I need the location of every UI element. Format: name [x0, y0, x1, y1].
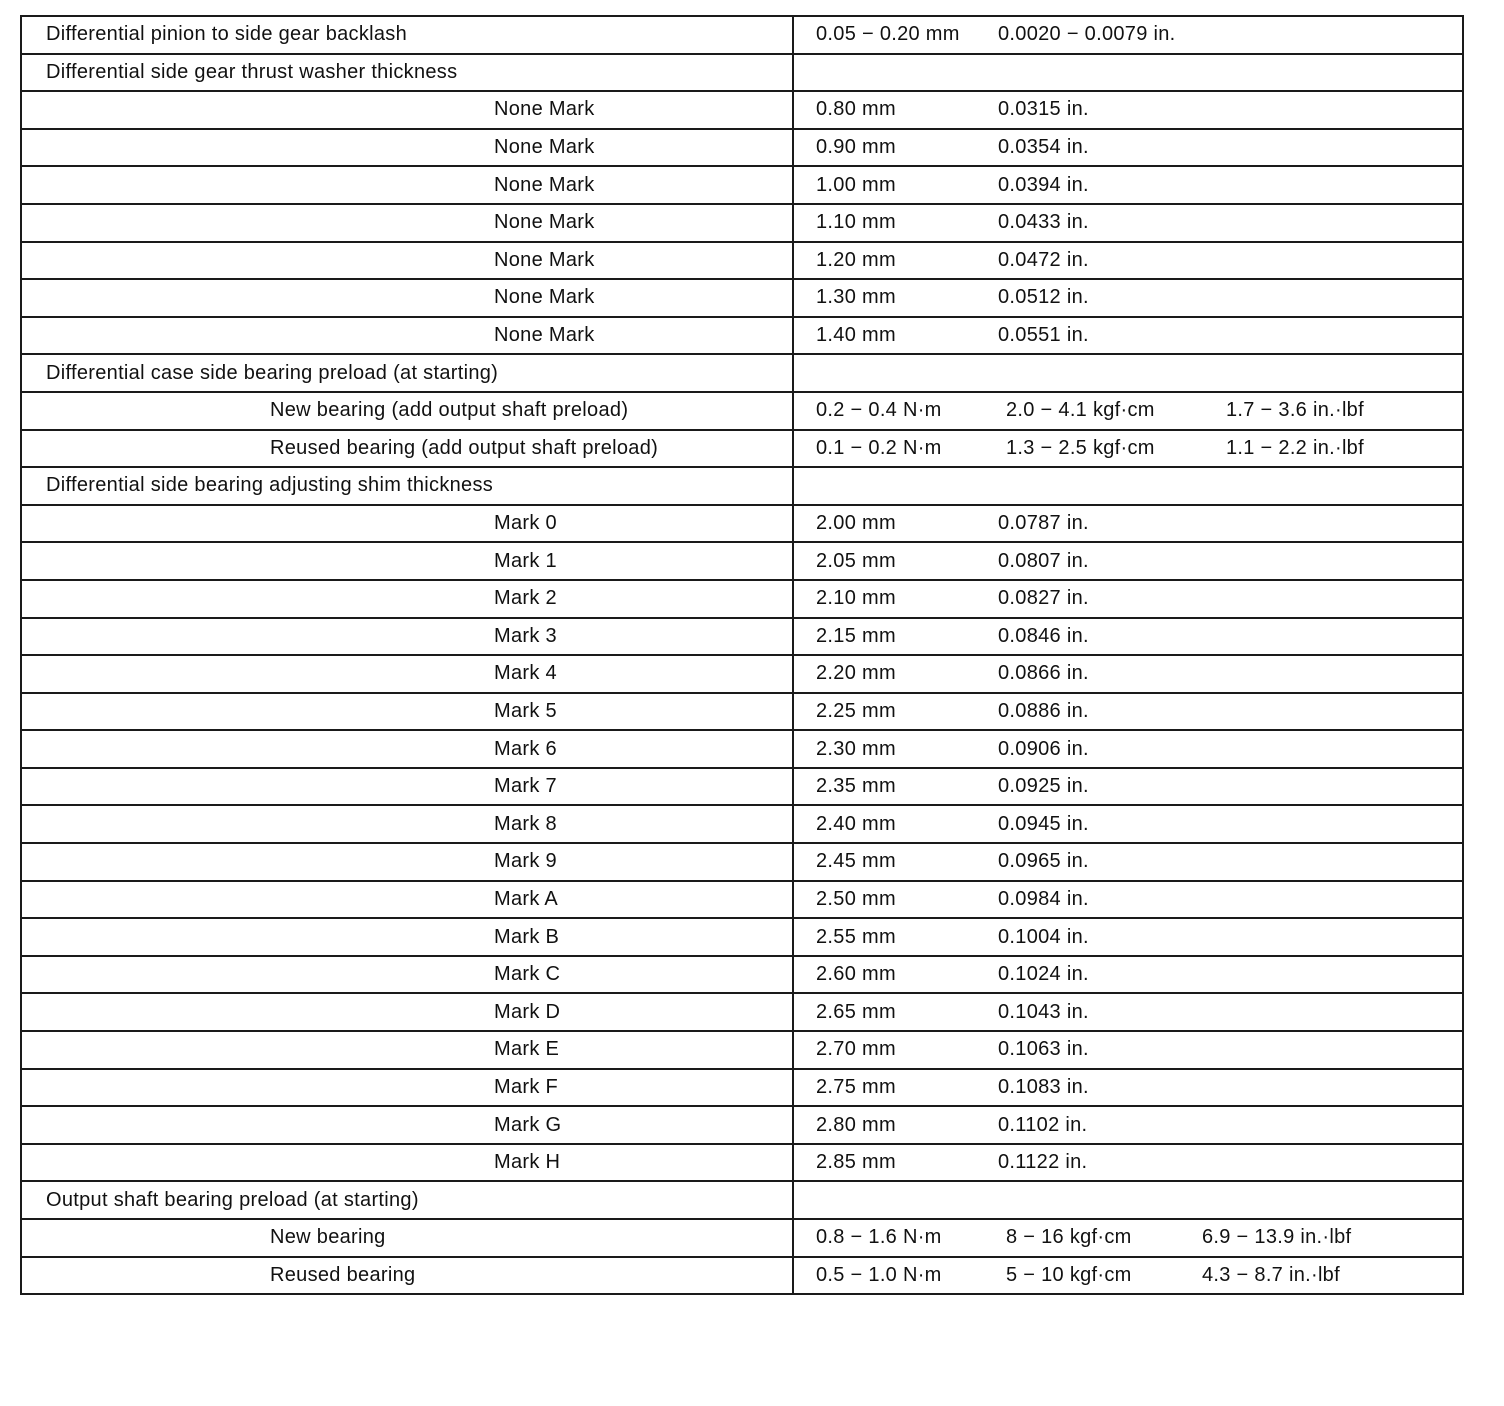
- spec-section-header-row: [21, 354, 1463, 392]
- spec-row: [21, 1106, 1463, 1144]
- item-label: Mark 8: [21, 805, 793, 843]
- value-metric: 2.70 mm: [816, 1038, 896, 1061]
- value-imperial: 0.0433 in.: [998, 211, 1089, 234]
- spec-value-cell: [793, 1219, 1463, 1257]
- spec-row: [21, 166, 1463, 204]
- value-imperial: 0.1024 in.: [998, 963, 1089, 986]
- item-label: Reused bearing (add output shaft preload): [21, 430, 793, 468]
- spec-row: [21, 1257, 1463, 1295]
- item-label: Mark D: [21, 993, 793, 1031]
- value-metric: 1.00 mm: [816, 173, 896, 196]
- spec-value-cell: [793, 16, 1463, 54]
- value-imperial: 0.0315 in.: [998, 98, 1089, 121]
- spec-value-cell: [793, 993, 1463, 1031]
- spec-value-cell: [793, 467, 1463, 505]
- spec-value-cell: [793, 317, 1463, 355]
- value-imperial: 0.1122 in.: [998, 1151, 1088, 1174]
- spec-row: [21, 430, 1463, 468]
- value-metric: 2.20 mm: [816, 662, 896, 685]
- section-label: Differential side bearing adjusting shim thickness: [21, 467, 793, 505]
- spec-value-cell: [793, 655, 1463, 693]
- spec-row: [21, 392, 1463, 430]
- spec-row: [21, 16, 1463, 54]
- spec-value-cell: [793, 129, 1463, 167]
- value-metric: 2.85 mm: [816, 1151, 896, 1174]
- item-label: Mark 7: [21, 768, 793, 806]
- spec-row: [21, 1144, 1463, 1182]
- value-imperial: 0.1063 in.: [998, 1038, 1089, 1061]
- value-imperial: 0.0512 in.: [998, 286, 1089, 309]
- item-label: None Mark: [21, 279, 793, 317]
- spec-row: [21, 542, 1463, 580]
- item-label: Mark E: [21, 1031, 793, 1069]
- value-metric: 2.10 mm: [816, 587, 896, 610]
- value-imperial: 0.0020 − 0.0079 in.: [998, 23, 1176, 46]
- item-label: Mark B: [21, 918, 793, 956]
- value-imperial: 0.0354 in.: [998, 136, 1089, 159]
- value-imperial: 0.0827 in.: [998, 587, 1089, 610]
- spec-value-cell: [793, 354, 1463, 392]
- spec-row: [21, 956, 1463, 994]
- value-imperial: 0.0945 in.: [998, 812, 1089, 835]
- value-kgf: 1.3 − 2.5 kgf·cm: [1006, 436, 1155, 459]
- item-label: None Mark: [21, 129, 793, 167]
- value-metric: 1.30 mm: [816, 286, 896, 309]
- value-metric: 2.05 mm: [816, 549, 896, 572]
- spec-value-cell: [793, 843, 1463, 881]
- spec-value-cell: [793, 430, 1463, 468]
- spec-row: [21, 693, 1463, 731]
- value-imperial: 0.0807 in.: [998, 549, 1089, 572]
- value-imperial: 0.0394 in.: [998, 173, 1089, 196]
- spec-value-cell: [793, 693, 1463, 731]
- spec-row: [21, 993, 1463, 1031]
- section-label: Differential pinion to side gear backlash: [21, 16, 793, 54]
- value-imperial: 0.0886 in.: [998, 699, 1089, 722]
- spec-value-cell: [793, 881, 1463, 919]
- spec-row: [21, 91, 1463, 129]
- value-metric: 1.40 mm: [816, 324, 896, 347]
- value-metric: 0.2 − 0.4 N·m: [816, 399, 942, 422]
- value-imperial: 4.3 − 8.7 in.·lbf: [1202, 1263, 1340, 1286]
- item-label: Mark A: [21, 881, 793, 919]
- spec-value-cell: [793, 204, 1463, 242]
- value-metric: 0.1 − 0.2 N·m: [816, 436, 942, 459]
- value-metric: 0.5 − 1.0 N·m: [816, 1263, 942, 1286]
- spec-section-header-row: [21, 467, 1463, 505]
- spec-value-cell: [793, 768, 1463, 806]
- spec-value-cell: [793, 580, 1463, 618]
- spec-row: [21, 242, 1463, 280]
- value-imperial: 0.0866 in.: [998, 662, 1089, 685]
- value-imperial: 6.9 − 13.9 in.·lbf: [1202, 1226, 1352, 1249]
- value-imperial: 0.0906 in.: [998, 737, 1089, 760]
- value-imperial: 1.7 − 3.6 in.·lbf: [1226, 399, 1364, 422]
- section-label: Differential side gear thrust washer thickness: [21, 54, 793, 92]
- item-label: Mark 4: [21, 655, 793, 693]
- item-label: None Mark: [21, 242, 793, 280]
- value-kgf: 8 − 16 kgf·cm: [1006, 1226, 1132, 1249]
- spec-value-cell: [793, 1106, 1463, 1144]
- item-label: New bearing: [21, 1219, 793, 1257]
- spec-section-header-row: [21, 1181, 1463, 1219]
- spec-value-cell: [793, 505, 1463, 543]
- value-imperial: 0.0472 in.: [998, 248, 1089, 271]
- spec-value-cell: [793, 279, 1463, 317]
- spec-row: [21, 580, 1463, 618]
- value-imperial: 0.0965 in.: [998, 850, 1089, 873]
- value-metric: 2.00 mm: [816, 512, 896, 535]
- spec-value-cell: [793, 166, 1463, 204]
- item-label: None Mark: [21, 166, 793, 204]
- spec-row: [21, 655, 1463, 693]
- item-label: Mark 3: [21, 618, 793, 656]
- item-label: Mark 5: [21, 693, 793, 731]
- item-label: None Mark: [21, 317, 793, 355]
- spec-value-cell: [793, 1069, 1463, 1107]
- spec-row: [21, 204, 1463, 242]
- value-metric: 2.80 mm: [816, 1113, 896, 1136]
- spec-value-cell: [793, 918, 1463, 956]
- value-imperial: 0.1004 in.: [998, 925, 1089, 948]
- spec-value-cell: [793, 242, 1463, 280]
- spec-value-cell: [793, 956, 1463, 994]
- value-metric: 2.15 mm: [816, 624, 896, 647]
- item-label: Reused bearing: [21, 1257, 793, 1295]
- spec-row: [21, 505, 1463, 543]
- value-metric: 0.8 − 1.6 N·m: [816, 1226, 942, 1249]
- item-label: Mark 9: [21, 843, 793, 881]
- item-label: Mark 2: [21, 580, 793, 618]
- spec-row: [21, 618, 1463, 656]
- item-label: New bearing (add output shaft preload): [21, 392, 793, 430]
- item-label: Mark 6: [21, 730, 793, 768]
- spec-row: [21, 730, 1463, 768]
- item-label: Mark H: [21, 1144, 793, 1182]
- spec-table-body: [21, 16, 1463, 1294]
- spec-row: [21, 843, 1463, 881]
- value-imperial: 0.0984 in.: [998, 887, 1089, 910]
- value-imperial: 0.1043 in.: [998, 1000, 1089, 1023]
- item-label: None Mark: [21, 91, 793, 129]
- value-metric: 2.25 mm: [816, 699, 896, 722]
- item-label: Mark 1: [21, 542, 793, 580]
- spec-value-cell: [793, 730, 1463, 768]
- item-label: None Mark: [21, 204, 793, 242]
- spec-row: [21, 881, 1463, 919]
- spec-value-cell: [793, 392, 1463, 430]
- spec-row: [21, 1069, 1463, 1107]
- spec-value-cell: [793, 1181, 1463, 1219]
- spec-value-cell: [793, 542, 1463, 580]
- spec-value-cell: [793, 91, 1463, 129]
- value-metric: 2.35 mm: [816, 775, 896, 798]
- spec-value-cell: [793, 618, 1463, 656]
- value-metric: 0.80 mm: [816, 98, 896, 121]
- item-label: Mark G: [21, 1106, 793, 1144]
- value-kgf: 5 − 10 kgf·cm: [1006, 1263, 1132, 1286]
- spec-row: [21, 805, 1463, 843]
- spec-table: [20, 15, 1464, 1295]
- value-imperial: 1.1 − 2.2 in.·lbf: [1226, 436, 1364, 459]
- value-metric: 1.10 mm: [816, 211, 896, 234]
- value-metric: 0.05 − 0.20 mm: [816, 23, 960, 46]
- spec-row: [21, 317, 1463, 355]
- spec-value-cell: [793, 805, 1463, 843]
- value-imperial: 0.1102 in.: [998, 1113, 1088, 1136]
- spec-value-cell: [793, 1144, 1463, 1182]
- spec-value-cell: [793, 1031, 1463, 1069]
- value-imperial: 0.0846 in.: [998, 624, 1089, 647]
- value-metric: 2.30 mm: [816, 737, 896, 760]
- spec-row: [21, 918, 1463, 956]
- spec-row: [21, 129, 1463, 167]
- value-imperial: 0.0787 in.: [998, 512, 1089, 535]
- value-kgf: 2.0 − 4.1 kgf·cm: [1006, 399, 1155, 422]
- item-label: Mark F: [21, 1069, 793, 1107]
- spec-value-cell: [793, 54, 1463, 92]
- spec-row: [21, 1031, 1463, 1069]
- value-metric: 2.50 mm: [816, 887, 896, 910]
- value-imperial: 0.1083 in.: [998, 1075, 1089, 1098]
- item-label: Mark C: [21, 956, 793, 994]
- value-metric: 2.65 mm: [816, 1000, 896, 1023]
- spec-row: [21, 768, 1463, 806]
- value-imperial: 0.0551 in.: [998, 324, 1089, 347]
- value-imperial: 0.0925 in.: [998, 775, 1089, 798]
- value-metric: 2.40 mm: [816, 812, 896, 835]
- value-metric: 2.55 mm: [816, 925, 896, 948]
- section-label: Differential case side bearing preload (at starting): [21, 354, 793, 392]
- value-metric: 2.60 mm: [816, 963, 896, 986]
- value-metric: 2.75 mm: [816, 1075, 896, 1098]
- item-label: Mark 0: [21, 505, 793, 543]
- spec-row: [21, 1219, 1463, 1257]
- spec-value-cell: [793, 1257, 1463, 1295]
- section-label: Output shaft bearing preload (at starting): [21, 1181, 793, 1219]
- value-metric: 2.45 mm: [816, 850, 896, 873]
- spec-section-header-row: [21, 54, 1463, 92]
- spec-row: [21, 279, 1463, 317]
- value-metric: 1.20 mm: [816, 248, 896, 271]
- value-metric: 0.90 mm: [816, 136, 896, 159]
